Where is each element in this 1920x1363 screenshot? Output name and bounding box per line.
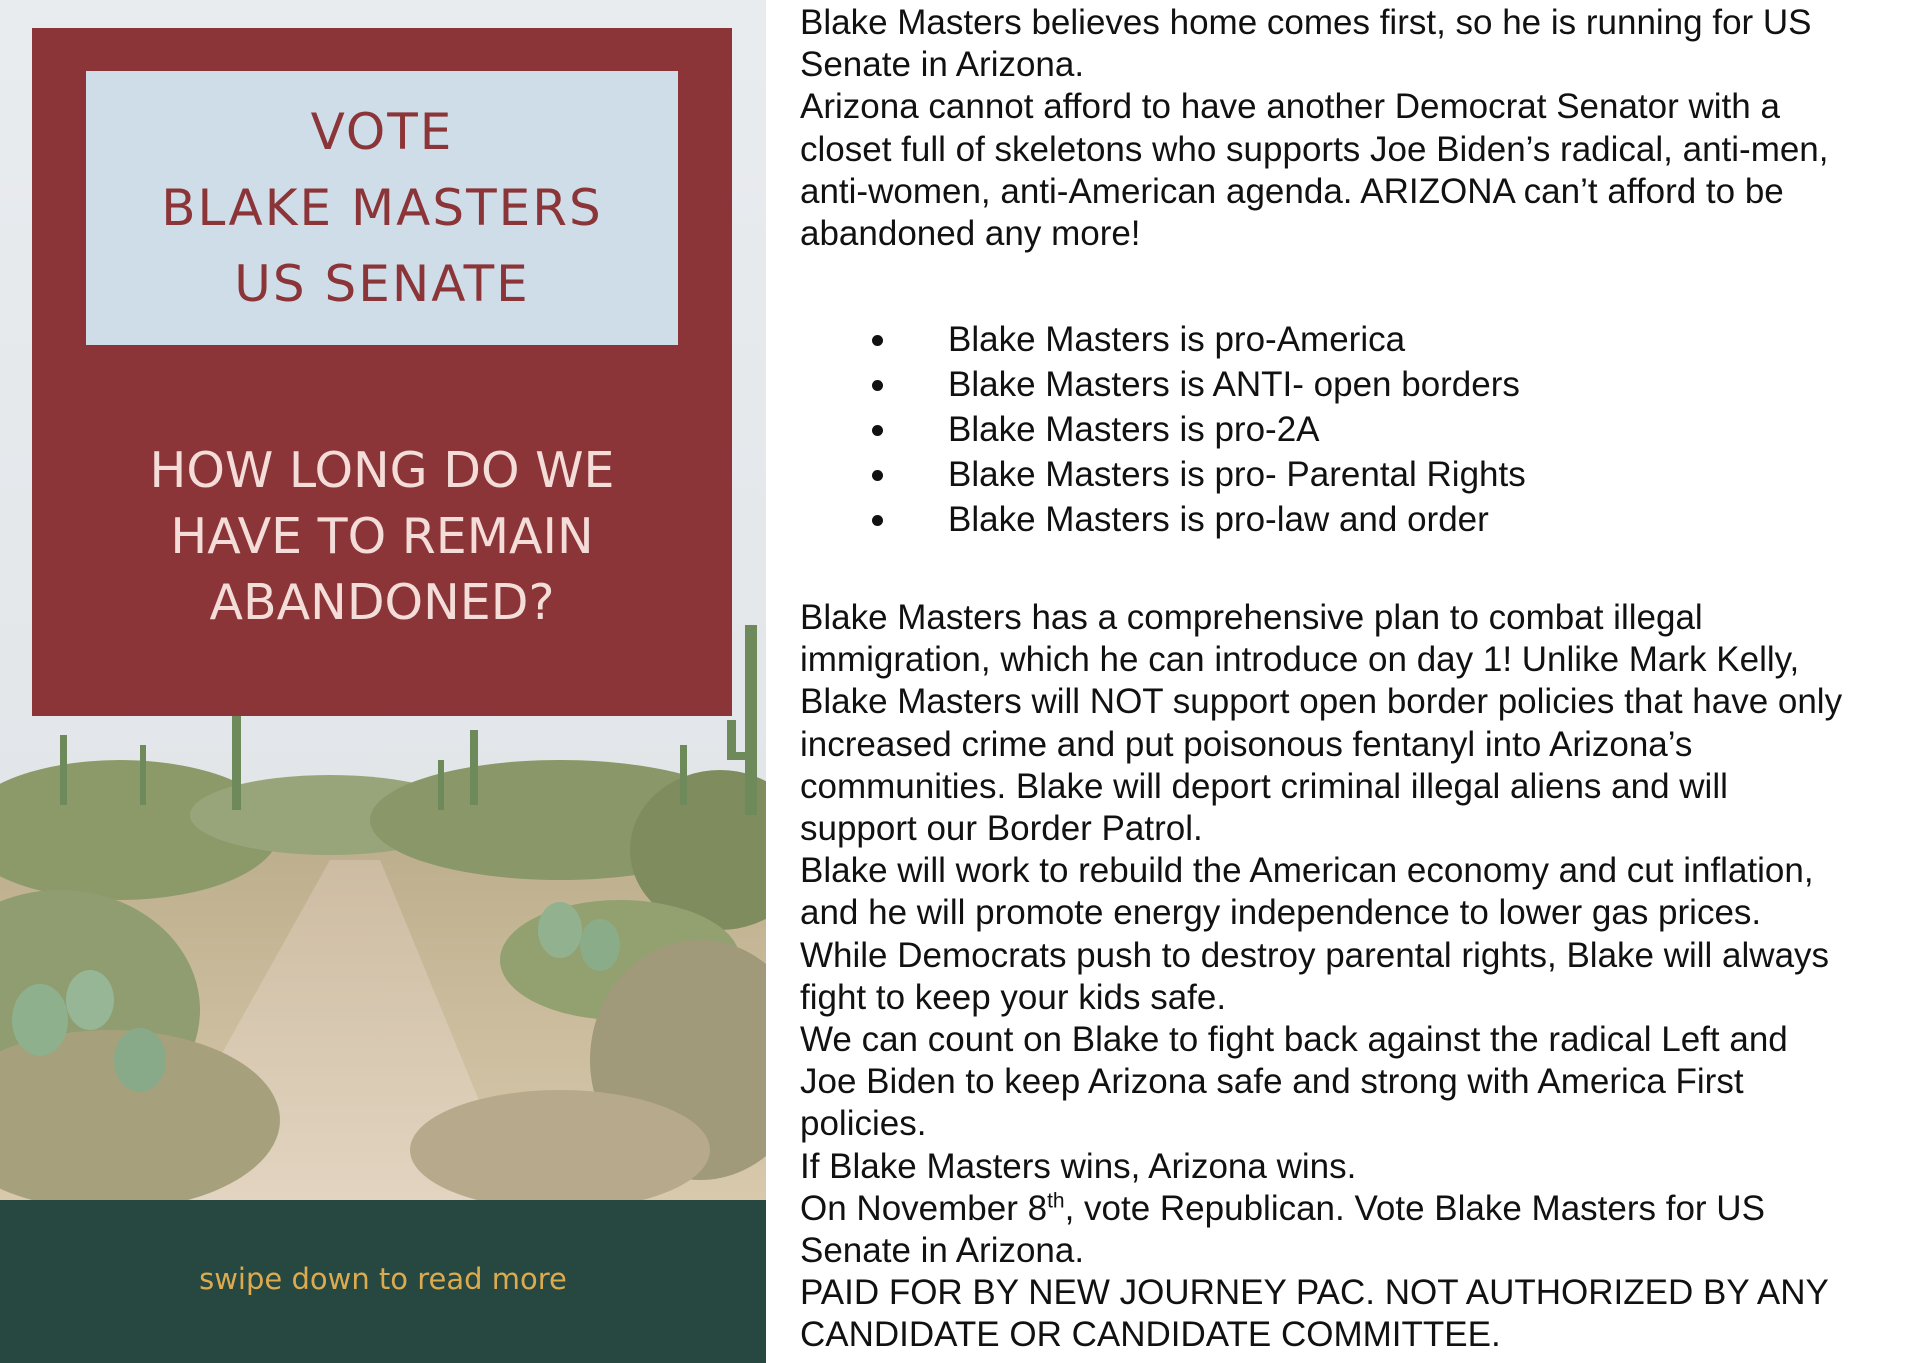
text-line: fight to keep your kids safe.	[800, 977, 1227, 1017]
list-item-text: Blake Masters is pro-America	[948, 320, 1406, 359]
text-line: While Democrats push to destroy parental rights, Blake will always	[800, 935, 1830, 975]
text-line: Blake will work to rebuild the American economy and cut inflation,	[800, 851, 1814, 891]
question-line: HOW LONG DO WE	[149, 442, 615, 499]
text-line: support our Border Patrol.	[800, 809, 1203, 849]
text-line: Blake Masters will NOT support open border policies that have only	[800, 682, 1843, 722]
text-line: communities. Blake will deport criminal illegal aliens and will	[800, 766, 1728, 806]
text-line: Arizona cannot afford to have another Democrat Senator with a	[800, 87, 1780, 127]
text-line: We can count on Blake to fight back against the radical Left and	[800, 1020, 1788, 1060]
candidate-name-line: BLAKE MASTERS	[161, 179, 603, 237]
text-line: immigration, which he can introduce on day 1! Unlike Mark Kelly,	[800, 640, 1800, 680]
list-item	[800, 497, 1526, 542]
text-line: abandoned any more!	[800, 214, 1141, 254]
swipe-hint: swipe down to read more	[199, 1262, 567, 1296]
text-line: Blake Masters believes home comes first, so he is running for US	[800, 3, 1812, 42]
bullet-icon	[872, 425, 883, 436]
disclaimer-line: PAID FOR BY NEW JOURNEY PAC. NOT AUTHORIZED BY ANY	[800, 1273, 1829, 1313]
text-line: Senate in Arizona.	[800, 1231, 1085, 1271]
bullet-icon	[872, 335, 883, 346]
text-line: increased crime and put poisonous fentanyl into Arizona’s	[800, 724, 1693, 764]
question-line: HAVE TO REMAIN	[170, 508, 594, 565]
text-line: and he will promote energy independence to lower gas prices.	[800, 893, 1762, 933]
election-text-post: , vote Republican. Vote Blake Masters for US	[1064, 1188, 1765, 1228]
text-line: Joe Biden to keep Arizona safe and strong with America First	[800, 1062, 1744, 1102]
swipe-band	[0, 1200, 766, 1363]
text-line: closet full of skeletons who supports Joe Biden’s radical, anti-men,	[800, 129, 1829, 169]
bullet-icon	[872, 470, 883, 481]
vote-box	[86, 71, 678, 345]
headline-panel	[32, 28, 732, 716]
list-item-text: Blake Masters is pro-2A	[948, 410, 1320, 449]
list-item-text: Blake Masters is pro- Parental Rights	[948, 455, 1526, 494]
ordinal-suffix: th	[1047, 1189, 1065, 1213]
list-item	[800, 362, 1526, 407]
vote-line: VOTE	[310, 103, 454, 161]
text-line: anti-women, anti-American agenda. ARIZONA can’t afford to be	[800, 171, 1784, 211]
election-line	[800, 1188, 1910, 1230]
list-item-text: Blake Masters is ANTI- open borders	[948, 365, 1520, 404]
intro-paragraph	[800, 2, 1910, 255]
position-list	[800, 317, 1526, 542]
campaign-poster	[0, 0, 766, 1363]
election-text-pre: On November 8	[800, 1188, 1048, 1228]
text-line: policies.	[800, 1104, 927, 1144]
list-item	[800, 317, 1526, 362]
disclaimer-line: CANDIDATE OR CANDIDATE COMMITTEE.	[800, 1315, 1501, 1355]
body-paragraph	[800, 597, 1910, 1357]
text-line: Senate in Arizona.	[800, 45, 1085, 85]
text-line: If Blake Masters wins, Arizona wins.	[800, 1146, 1357, 1186]
headline-question	[32, 438, 732, 636]
question-line: ABANDONED?	[209, 574, 555, 631]
list-item	[800, 452, 1526, 497]
list-item-text: Blake Masters is pro-law and order	[948, 500, 1489, 539]
bullet-icon	[872, 380, 883, 391]
office-line: US SENATE	[234, 255, 530, 313]
text-line: Blake Masters has a comprehensive plan to combat illegal	[800, 598, 1703, 637]
bullet-icon	[872, 515, 883, 526]
list-item	[800, 407, 1526, 452]
